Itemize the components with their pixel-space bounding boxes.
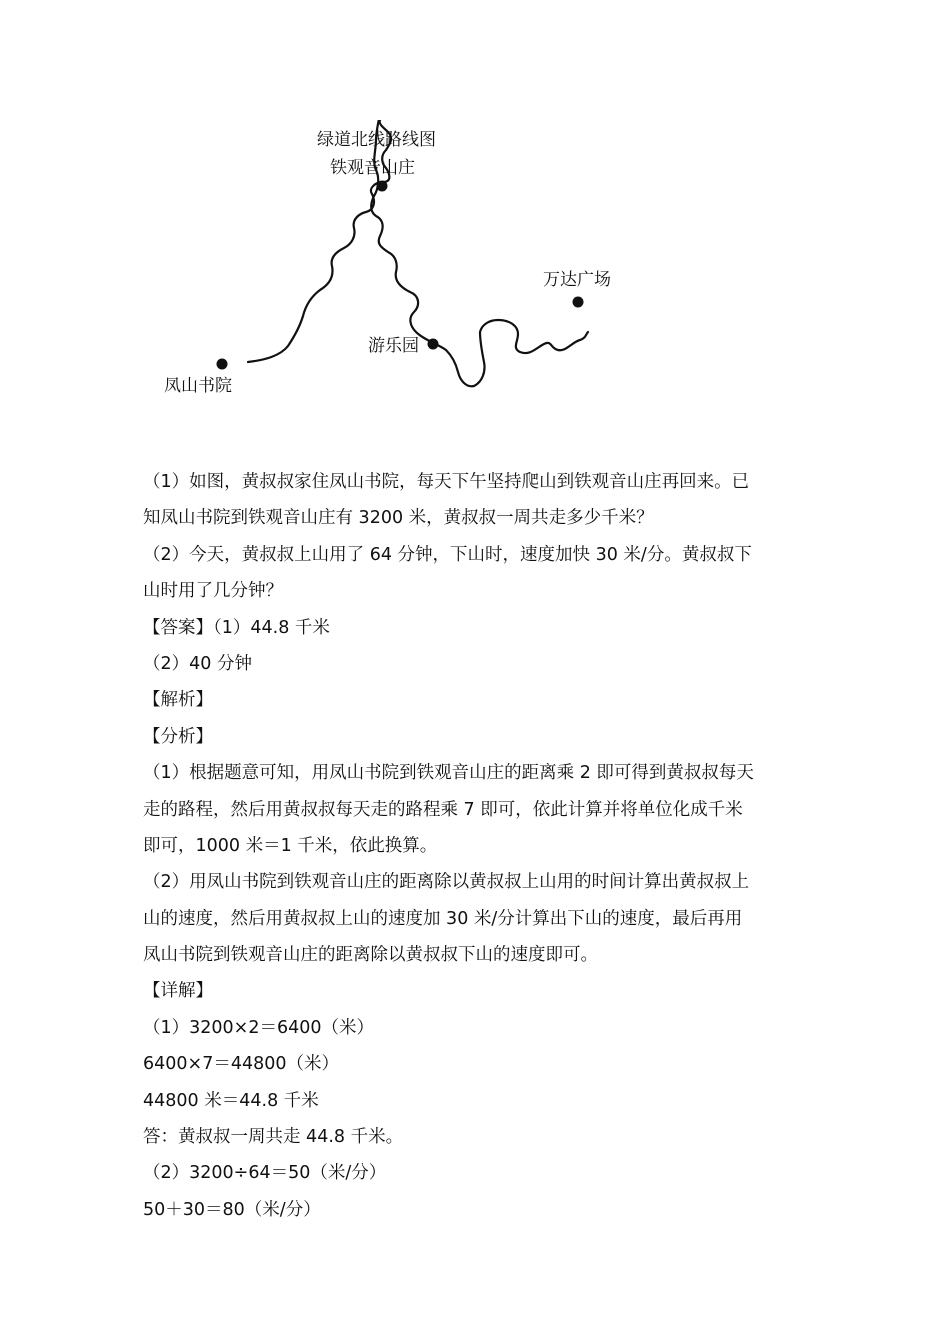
detail-line-1: （1）3200×2＝6400（米） <box>143 1017 375 1038</box>
answer-1: 【答案】（1）44.8 千米 <box>143 617 330 638</box>
label-park: 游乐园 <box>368 336 419 356</box>
detail-heading: 【详解】 <box>143 981 213 1002</box>
label-plaza: 万达广场 <box>543 270 611 290</box>
answer-2: （2）40 分钟 <box>143 653 252 674</box>
question-2-line-2: 山时用了几分钟？ <box>143 581 283 602</box>
analysis-1-line-3: 即可，1000 米＝1 千米，依此换算。 <box>143 835 438 856</box>
analysis-2-line-1: （2）用凤山书院到铁观音山庄的距离除以黄叔叔上山用的时间计算出黄叔叔上 <box>143 872 750 893</box>
park-dot <box>428 339 439 350</box>
route-map <box>140 120 640 410</box>
detail-line-4: 答：黄叔叔一周共走 44.8 千米。 <box>143 1127 404 1148</box>
question-2-line-1: （2）今天，黄叔叔上山用了 64 分钟，下山时，速度加快 30 米/分。黄叔叔下 <box>143 544 752 565</box>
analysis-1-line-2: 走的路程，然后用黄叔叔每天走的路程乘 7 即可，依此计算并将单位化成千米 <box>143 799 743 820</box>
plaza-dot <box>573 297 584 308</box>
map-title: 绿道北线路线图 <box>317 130 436 150</box>
detail-line-3: 44800 米＝44.8 千米 <box>143 1090 319 1111</box>
analysis-1-line-1: （1）根据题意可知，用凤山书院到铁观音山庄的距离乘 2 即可得到黄叔叔每天 <box>143 763 754 784</box>
question-1-line-1: （1）如图，黄叔叔家住凤山书院，每天下午坚持爬山到铁观音山庄再回来。已 <box>143 472 750 492</box>
analysis-2-line-2: 山的速度，然后用黄叔叔上山的速度加 30 米/分计算出下山的速度，最后再用 <box>143 908 743 929</box>
question-1-line-2: 知凤山书院到铁观音山庄有 3200 米，黄叔叔一周共走多少千米？ <box>143 508 654 529</box>
jiexi-heading: 【解析】 <box>143 690 213 711</box>
detail-line-5: （2）3200÷64＝50（米/分） <box>143 1163 387 1184</box>
label-summit: 铁观音山庄 <box>330 158 415 178</box>
analysis-2-line-3: 凤山书院到铁观音山庄的距离除以黄叔叔下山的速度即可。 <box>143 945 598 966</box>
fenxi-heading: 【分析】 <box>143 726 213 747</box>
academy-dot <box>217 359 228 370</box>
summit-dot <box>377 181 388 192</box>
document-body <box>143 464 813 1228</box>
detail-line-6: 50＋30＝80（米/分） <box>143 1199 321 1220</box>
detail-line-2: 6400×7＝44800（米） <box>143 1054 340 1075</box>
label-academy: 凤山书院 <box>164 376 232 396</box>
